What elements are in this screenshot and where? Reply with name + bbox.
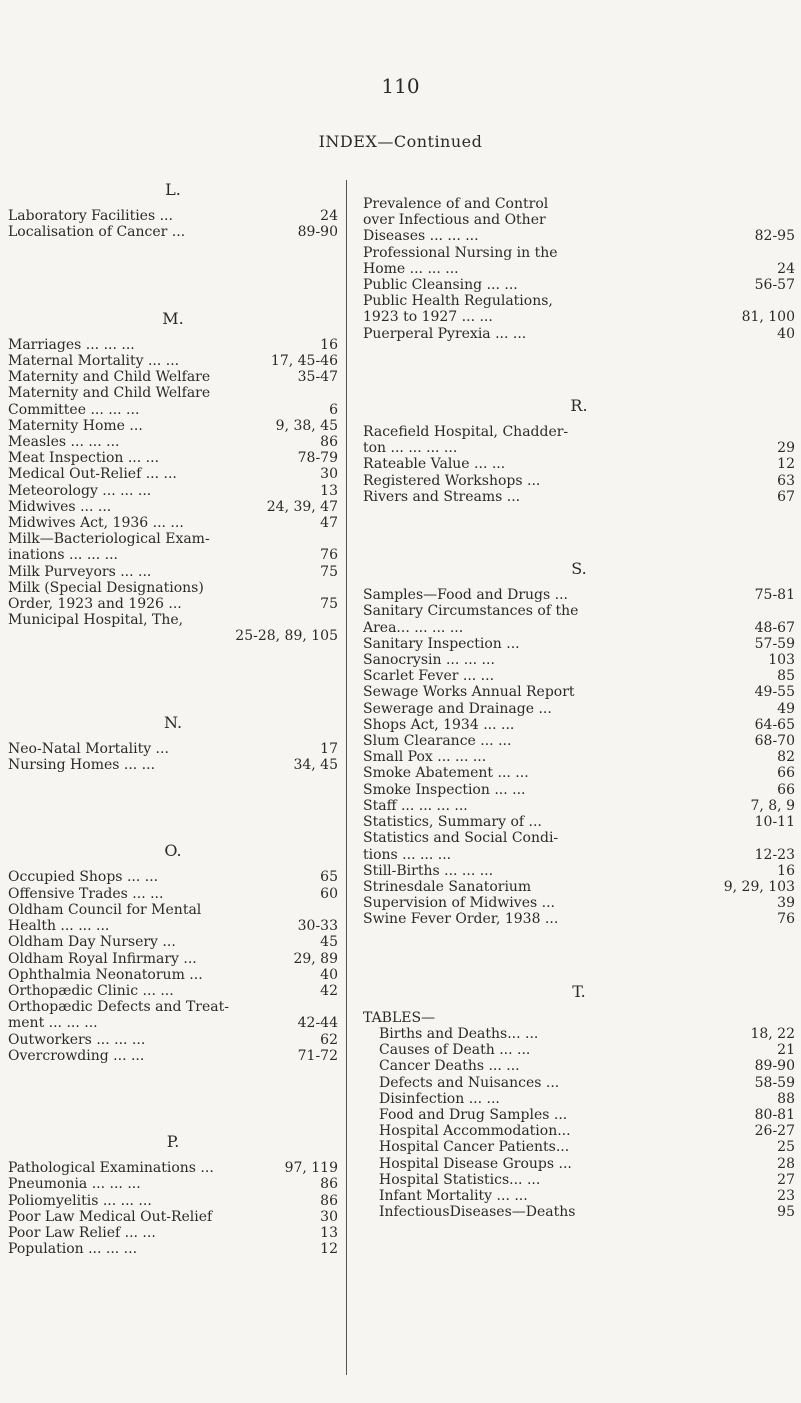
index-entry-pages: 16	[777, 862, 795, 879]
index-entry-term: Defects and Nuisances ...	[379, 1074, 560, 1091]
index-entry	[8, 531, 338, 547]
section-letter-l: L.	[165, 180, 181, 199]
index-entry-term: Strinesdale Sanatorium	[363, 878, 532, 895]
index-entry-pages: 86	[320, 434, 338, 451]
index-entry-pages: 81, 100	[741, 309, 795, 326]
index-entry	[363, 733, 795, 749]
index-entry	[8, 967, 338, 983]
index-entry-pages: 58-59	[754, 1074, 795, 1091]
index-entry-term: Area... ... ... ...	[363, 619, 464, 636]
index-entry-term: Medical Out-Relief ... ...	[8, 466, 177, 483]
index-entry-term: Prevalence of and Control	[363, 196, 549, 212]
index-entry	[8, 741, 338, 757]
index-entry-term: Diseases ... ... ...	[363, 228, 479, 245]
index-entry	[8, 1160, 338, 1176]
index-entry	[8, 951, 338, 967]
index-entry	[363, 228, 795, 244]
index-entry-term: Measles ... ... ...	[8, 434, 120, 451]
index-entry-pages: 85	[777, 668, 795, 685]
index-entry-pages: 78-79	[297, 450, 338, 467]
index-entry	[8, 628, 338, 644]
index-entry-pages: 25-28, 89, 105	[235, 628, 338, 645]
section-p	[8, 1160, 338, 1257]
index-entry	[379, 1172, 795, 1188]
index-entry-pages: 24	[320, 208, 338, 225]
index-entry	[8, 1241, 338, 1257]
index-entry	[8, 224, 338, 240]
index-entry-pages: 34, 45	[293, 757, 338, 774]
column-divider	[346, 180, 347, 1375]
index-entry	[363, 473, 795, 489]
index-entry	[363, 782, 795, 798]
index-entry	[8, 886, 338, 902]
index-entry	[363, 603, 795, 619]
index-entry-term: Sanocrysin ... ... ...	[363, 652, 495, 669]
index-entry-pages: 67	[777, 488, 795, 505]
index-entry-term: Orthopædic Clinic ... ...	[8, 982, 174, 999]
index-entry	[8, 208, 338, 224]
index-entry-term: Still-Births ... ... ...	[363, 862, 494, 879]
index-entry-term: Localisation of Cancer ...	[8, 224, 186, 241]
index-entry-term: Disinfection ... ...	[379, 1090, 500, 1107]
index-entry-term: Hospital Statistics... ...	[379, 1171, 541, 1188]
index-entry-pages: 82	[777, 749, 795, 766]
index-entry	[363, 911, 795, 927]
index-entry-pages: 10-11	[754, 814, 795, 831]
index-entry	[8, 1225, 338, 1241]
index-entry	[363, 879, 795, 895]
section-letter-o: O.	[164, 841, 182, 861]
index-entry	[379, 1107, 795, 1123]
index-entry	[363, 749, 795, 765]
index-entry-term: 1923 to 1927 ... ...	[363, 309, 493, 326]
index-entry	[363, 212, 795, 228]
index-entry	[363, 701, 795, 717]
index-entry-pages: 76	[777, 911, 795, 928]
index-entry	[363, 587, 795, 603]
index-entry	[363, 652, 795, 668]
index-entry-term: Smoke Inspection ... ...	[363, 781, 526, 798]
left-column	[8, 174, 338, 1257]
index-entry-pages: 76	[320, 547, 338, 564]
index-entry-pages: 64-65	[754, 716, 795, 733]
index-entry-pages: 27	[777, 1171, 795, 1188]
index-entry-pages: 17	[320, 740, 338, 757]
index-entry-term: Population ... ... ...	[8, 1241, 138, 1258]
index-entry	[363, 309, 795, 325]
index-entry-term: Hospital Disease Groups ...	[379, 1155, 572, 1172]
index-entry-term: Maternal Mortality ... ...	[8, 353, 180, 370]
section-letter-r: R.	[570, 395, 588, 415]
index-entry	[363, 620, 795, 636]
index-entry-term: Milk Purveyors ... ...	[8, 563, 152, 580]
index-entry-term: Committee ... ... ...	[8, 401, 140, 418]
section-o	[8, 869, 338, 1063]
index-entry-term: Hospital Accommodation...	[379, 1123, 571, 1140]
index-entry	[379, 1058, 795, 1074]
index-entry	[8, 1176, 338, 1192]
section-l	[8, 208, 338, 240]
index-entry-pages: 86	[320, 1192, 338, 1209]
index-entry-pages: 56-57	[754, 277, 795, 294]
index-entry-term: Milk (Special Designations)	[8, 579, 204, 596]
index-entry-term: Supervision of Midwives ...	[363, 895, 555, 912]
index-entry-term: Registered Workshops ...	[363, 472, 541, 489]
index-entry-term: Scarlet Fever ... ...	[363, 668, 495, 685]
index-entry-term: Midwives ... ...	[8, 498, 112, 515]
index-entry-term: Municipal Hospital, The,	[8, 612, 184, 629]
index-entry-term: over Infectious and Other	[363, 212, 546, 229]
index-entry-term: Ophthalmia Neonatorum ...	[8, 966, 203, 983]
index-entry-pages: 42	[320, 982, 338, 999]
index-entry	[363, 895, 795, 911]
index-entry-pages: 68-70	[754, 733, 795, 750]
index-entry-term: Sanitary Circumstances of the	[363, 603, 579, 620]
index-entry-term: Sanitary Inspection ...	[363, 635, 520, 652]
index-entry-term: Neo-Natal Mortality ...	[8, 740, 169, 757]
index-entry-term: Causes of Death ... ...	[379, 1042, 531, 1059]
index-entry-term: Rateable Value ... ...	[363, 456, 506, 473]
index-entry	[8, 869, 338, 885]
page-heading: INDEX—Continued	[318, 132, 483, 151]
index-entry-term: Laboratory Facilities ...	[8, 208, 173, 225]
index-entry-term: ment ... ... ...	[8, 1015, 98, 1032]
index-entry	[379, 1204, 795, 1220]
index-entry-term: Shops Act, 1934 ... ...	[363, 716, 515, 733]
index-entry	[363, 440, 795, 456]
index-entry-term: Health ... ... ...	[8, 918, 110, 935]
index-entry-term: Oldham Day Nursery ...	[8, 934, 176, 951]
index-entry-pages: 9, 29, 103	[723, 878, 795, 895]
index-entry-pages: 40	[320, 966, 338, 983]
index-entry-term: Poliomyelitis ... ... ...	[8, 1192, 152, 1209]
index-entry-pages: 25	[777, 1139, 795, 1156]
index-entry	[8, 757, 338, 773]
index-entry	[363, 814, 795, 830]
index-entry	[379, 1042, 795, 1058]
index-entry-term: Slum Clearance ... ...	[363, 733, 512, 750]
index-entry-term: Samples—Food and Drugs ...	[363, 587, 568, 604]
index-entry-pages: 88	[777, 1090, 795, 1107]
index-entry	[8, 402, 338, 418]
index-entry-pages: 26-27	[754, 1123, 795, 1140]
section-letter-t: T.	[572, 981, 586, 1001]
index-entry	[363, 277, 795, 293]
index-entry	[379, 1139, 795, 1155]
index-entry-pages: 82-95	[754, 228, 795, 245]
index-entry-term: Rivers and Streams ...	[363, 488, 521, 505]
index-entry-pages: 12	[777, 456, 795, 473]
index-entry-pages: 65	[320, 869, 338, 886]
index-entry	[363, 261, 795, 277]
index-entry-term: Statistics and Social Condi-	[363, 830, 559, 847]
index-entry-pages: 57-59	[754, 635, 795, 652]
index-entry-pages: 30-33	[297, 918, 338, 935]
index-entry-pages: 23	[777, 1187, 795, 1204]
index-entry-term: Oldham Council for Mental	[8, 901, 202, 918]
index-entry-term: Infant Mortality ... ...	[379, 1187, 528, 1204]
index-entry-term: inations ... ... ...	[8, 547, 118, 564]
section-letter-p: P.	[166, 1131, 180, 1151]
section-p-continued	[363, 196, 795, 342]
index-entry-pages: 60	[320, 885, 338, 902]
index-entry-term: Smoke Abatement ... ...	[363, 765, 529, 782]
index-entry-pages: 29, 89	[293, 950, 338, 967]
index-entry-pages: 30	[320, 1208, 338, 1225]
index-entry	[8, 515, 338, 531]
index-entry-pages: 49	[777, 700, 795, 717]
index-entry-pages: 24, 39, 47	[266, 498, 338, 515]
index-entry-term: Public Health Regulations,	[363, 293, 553, 310]
index-entry-pages: 13	[320, 1224, 338, 1241]
index-entry	[8, 385, 338, 401]
index-entry-pages: 62	[320, 1031, 338, 1048]
index-entry-pages: 12-23	[754, 846, 795, 863]
index-entry-pages: 24	[777, 260, 795, 277]
index-entry	[8, 369, 338, 385]
section-letter-s: S.	[571, 559, 587, 579]
index-entry-pages: 18, 22	[750, 1025, 795, 1042]
index-entry-pages: 103	[768, 652, 795, 669]
index-entry-pages: 12	[320, 1241, 338, 1258]
index-entry-term: Racefield Hospital, Chadder-	[363, 424, 569, 441]
page-number: 110	[381, 74, 420, 98]
section-r	[363, 424, 795, 505]
index-entry	[8, 483, 338, 499]
index-entry-pages: 75-81	[754, 587, 795, 604]
index-entry-term: Public Cleansing ... ...	[363, 277, 518, 294]
index-entry-term: Swine Fever Order, 1938 ...	[363, 911, 559, 928]
index-entry-pages: 17, 45-46	[270, 353, 338, 370]
index-entry	[363, 245, 795, 261]
index-entry-pages: 49-55	[754, 684, 795, 701]
right-column	[363, 196, 795, 1220]
index-entry-term: Meteorology ... ... ...	[8, 482, 152, 499]
index-entry-pages: 13	[320, 482, 338, 499]
index-entry	[8, 1209, 338, 1225]
section-letter-n: N.	[163, 712, 183, 732]
index-entry-term: Home ... ... ...	[363, 260, 459, 277]
index-entry-term: Offensive Trades ... ...	[8, 885, 164, 902]
index-entry-term: Food and Drug Samples ...	[379, 1106, 568, 1123]
index-entry	[379, 1075, 795, 1091]
index-entry-pages: 29	[777, 440, 795, 457]
index-entry	[8, 337, 338, 353]
index-entry	[363, 424, 795, 440]
index-entry-pages: 42-44	[297, 1015, 338, 1032]
index-entry	[363, 798, 795, 814]
index-entry	[8, 612, 338, 628]
index-entry-pages: 89-90	[754, 1058, 795, 1075]
index-entry	[8, 547, 338, 563]
index-entry-term: Pneumonia ... ... ...	[8, 1176, 141, 1193]
index-entry	[8, 999, 338, 1015]
index-entry	[8, 596, 338, 612]
index-entry	[8, 1032, 338, 1048]
index-entry	[8, 418, 338, 434]
index-entry-term: Outworkers ... ... ...	[8, 1031, 146, 1048]
index-entry	[8, 1015, 338, 1031]
index-entry-term: Meat Inspection ... ...	[8, 450, 160, 467]
index-entry-term: Maternity Home ...	[8, 417, 143, 434]
index-entry	[8, 1048, 338, 1064]
index-entry	[379, 1026, 795, 1042]
index-entry	[8, 499, 338, 515]
index-entry-term: Occupied Shops ... ...	[8, 869, 159, 886]
index-entry-term: Midwives Act, 1936 ... ...	[8, 515, 184, 532]
index-entry-pages: 6	[329, 401, 338, 418]
index-entry-pages: 86	[320, 1176, 338, 1193]
index-entry-term: tions ... ... ...	[363, 846, 452, 863]
index-entry	[363, 847, 795, 863]
index-entry-term: Cancer Deaths ... ...	[379, 1058, 520, 1075]
index-entry	[363, 830, 795, 846]
index-entry-pages: 66	[777, 781, 795, 798]
index-entry-pages: 28	[777, 1155, 795, 1172]
index-entry-term: Orthopædic Defects and Treat-	[8, 999, 229, 1016]
index-entry	[363, 717, 795, 733]
index-entry	[8, 434, 338, 450]
index-entry-pages: 80-81	[754, 1106, 795, 1123]
index-entry-pages: 89-90	[297, 224, 338, 241]
index-entry	[363, 293, 795, 309]
index-entry-pages: 40	[777, 325, 795, 342]
index-entry-pages: 47	[320, 515, 338, 532]
index-entry-term: Puerperal Pyrexia ... ...	[363, 325, 527, 342]
index-entry	[363, 765, 795, 781]
index-entry-term: Marriages ... ... ...	[8, 336, 135, 353]
index-entry-term: Poor Law Medical Out-Relief	[8, 1208, 213, 1225]
index-entry-term: Nursing Homes ... ...	[8, 757, 156, 774]
tables-label: TABLES—	[363, 1009, 436, 1026]
index-entry	[8, 353, 338, 369]
index-entry-term: Sewage Works Annual Report	[363, 684, 575, 701]
index-entry-term: Order, 1923 and 1926 ...	[8, 596, 182, 613]
index-entry	[8, 934, 338, 950]
index-entry-term: Births and Deaths... ...	[379, 1025, 539, 1042]
index-entry-term: Small Pox ... ... ...	[363, 749, 487, 766]
index-entry-pages: 48-67	[754, 619, 795, 636]
index-entry-term: Professional Nursing in the	[363, 244, 558, 261]
index-entry-pages: 30	[320, 466, 338, 483]
index-entry-term: InfectiousDiseases—Deaths	[379, 1204, 576, 1221]
index-entry-pages: 75	[320, 563, 338, 580]
index-entry-pages: 95	[777, 1204, 795, 1221]
index-entry-term: Pathological Examinations ...	[8, 1160, 214, 1177]
section-s	[363, 587, 795, 927]
section-m	[8, 337, 338, 645]
index-entry-pages: 9, 38, 45	[275, 417, 338, 434]
index-entry	[363, 863, 795, 879]
index-entry	[363, 326, 795, 342]
index-entry-pages: 7, 8, 9	[750, 797, 795, 814]
index-entry-term: Overcrowding ... ...	[8, 1047, 145, 1064]
index-entry-term: Milk—Bacteriological Exam-	[8, 531, 210, 548]
index-entry-term: Hospital Cancer Patients...	[379, 1139, 570, 1156]
index-entry	[8, 902, 338, 918]
index-entry-term: ton ... ... ... ...	[363, 440, 458, 457]
index-entry	[8, 580, 338, 596]
index-entry-pages: 16	[320, 336, 338, 353]
index-entry	[379, 1188, 795, 1204]
index-entry	[363, 636, 795, 652]
index-entry-pages: 63	[777, 472, 795, 489]
index-entry-term: Maternity and Child Welfare	[8, 369, 211, 386]
index-entry	[363, 196, 795, 212]
index-entry-pages: 71-72	[297, 1047, 338, 1064]
index-entry-term: Poor Law Relief ... ...	[8, 1224, 156, 1241]
index-entry-pages: 35-47	[297, 369, 338, 386]
section-n	[8, 741, 338, 773]
index-entry-pages: 39	[777, 895, 795, 912]
index-entry-term: Maternity and Child Welfare	[8, 385, 211, 402]
index-entry	[8, 918, 338, 934]
index-entry	[363, 684, 795, 700]
index-entry	[379, 1156, 795, 1172]
index-entry	[8, 466, 338, 482]
index-entry-term: Sewerage and Drainage ...	[363, 700, 552, 717]
index-entry	[363, 456, 795, 472]
index-entry-term: Staff ... ... ... ...	[363, 797, 468, 814]
index-entry	[363, 489, 795, 505]
section-letter-m: M.	[162, 308, 184, 328]
index-entry-pages: 21	[777, 1042, 795, 1059]
index-entry-term: Statistics, Summary of ...	[363, 814, 542, 831]
index-entry-pages: 45	[320, 934, 338, 951]
index-entry	[363, 668, 795, 684]
index-entry	[8, 564, 338, 580]
index-entry-pages: 66	[777, 765, 795, 782]
index-entry-pages: 97, 119	[284, 1160, 338, 1177]
index-entry	[379, 1091, 795, 1107]
index-entry-term: Oldham Royal Infirmary ...	[8, 950, 197, 967]
index-entry	[8, 983, 338, 999]
section-t	[363, 1026, 795, 1220]
index-entry	[379, 1123, 795, 1139]
index-entry-pages: 75	[320, 596, 338, 613]
index-entry	[8, 450, 338, 466]
index-entry	[8, 1193, 338, 1209]
